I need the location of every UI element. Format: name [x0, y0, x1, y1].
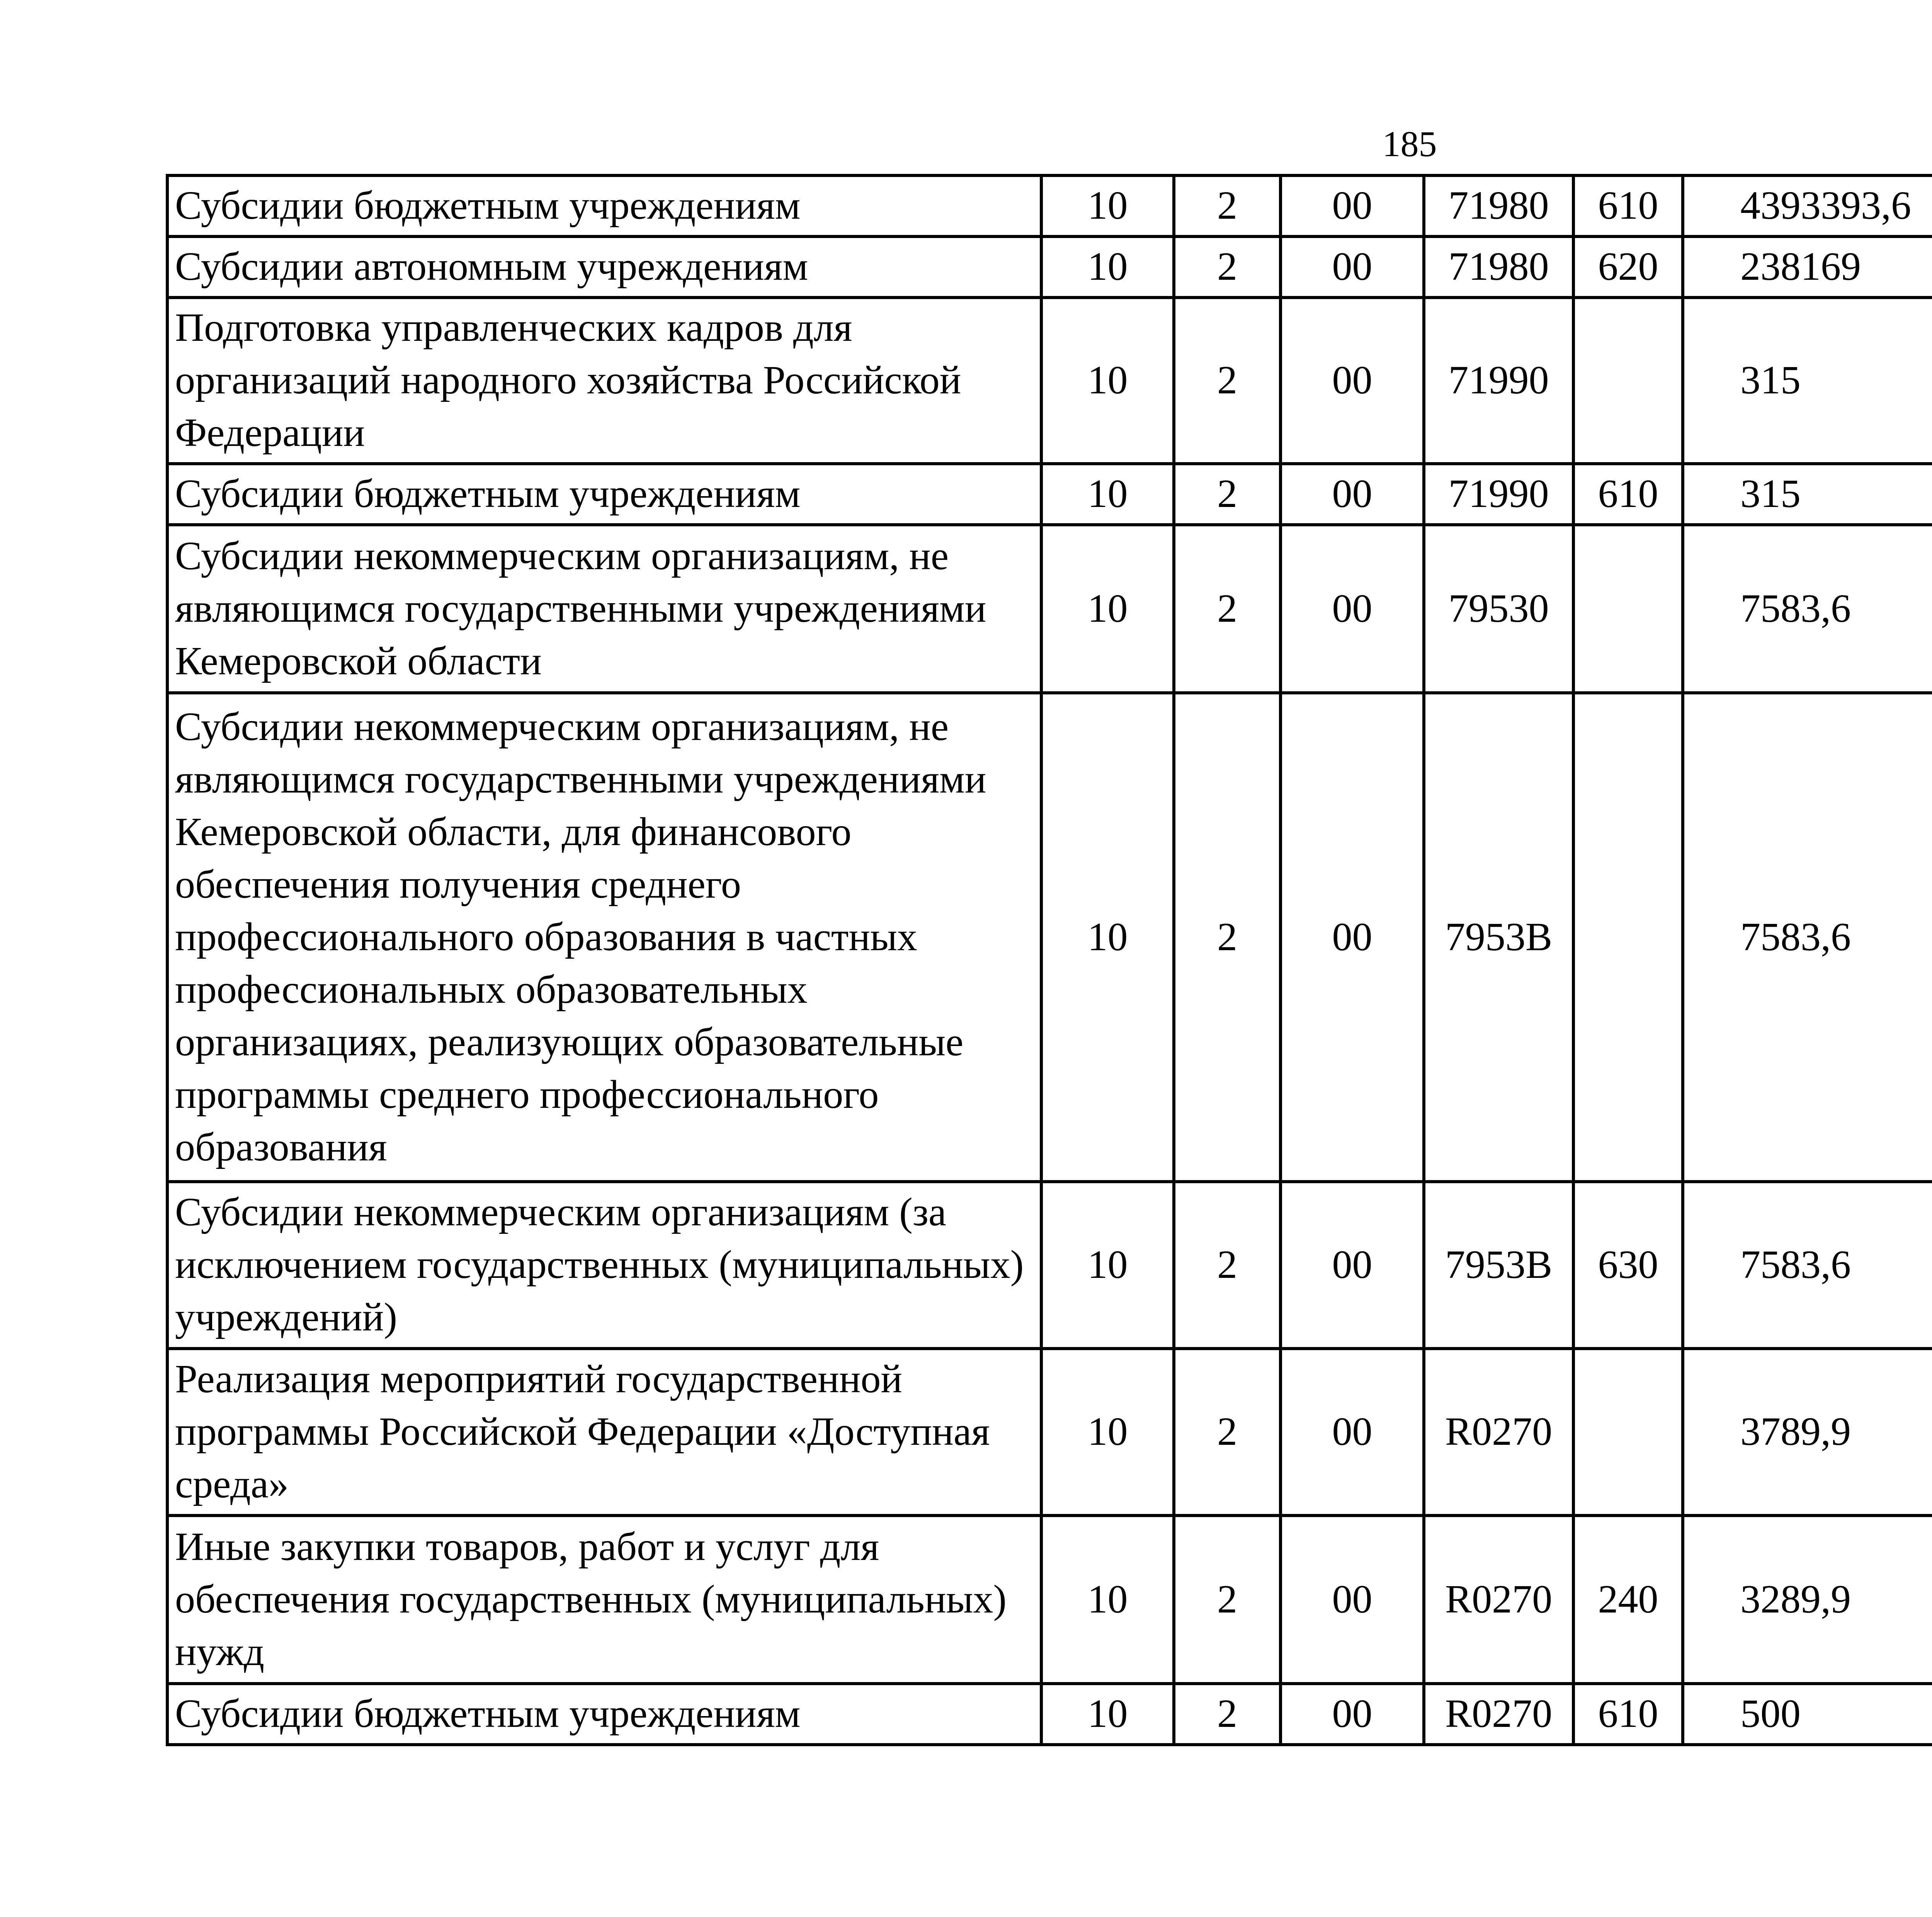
expense-type-code: 620	[1573, 236, 1683, 298]
amount-year-1: 500	[1683, 1684, 1932, 1745]
target-article-code: 79530	[1424, 525, 1573, 693]
table-row	[167, 1349, 1932, 1516]
amount-year-1: 3289,9	[1683, 1516, 1932, 1684]
amount-year-1: 4393393,6	[1683, 175, 1932, 236]
section-code: 10	[1041, 693, 1174, 1182]
expense-type-code: 630	[1573, 1182, 1683, 1349]
amount-year-1: 315	[1683, 464, 1932, 525]
target-article-code: 7953B	[1424, 1182, 1573, 1349]
program-code: 00	[1281, 236, 1424, 298]
row-description: Субсидии бюджетным учреждениям	[167, 175, 1041, 236]
program-code: 00	[1281, 464, 1424, 525]
row-description: Субсидии некоммерческим организациям, не являющимся государственными учреждениями Кемеровской области	[167, 525, 1041, 693]
section-code: 10	[1041, 464, 1174, 525]
row-description: Реализация мероприятий государственной программы Российской Федерации «Доступная среда»	[167, 1349, 1041, 1516]
amount-year-1: 3789,9	[1683, 1349, 1932, 1516]
section-code: 10	[1041, 1684, 1174, 1745]
table-row	[167, 464, 1932, 525]
row-description: Подготовка управленческих кадров для организаций народного хозяйства Российской Федерации	[167, 298, 1041, 464]
program-code: 00	[1281, 298, 1424, 464]
table-row	[167, 525, 1932, 693]
target-article-code: 71990	[1424, 464, 1573, 525]
section-code: 10	[1041, 1516, 1174, 1684]
subsection-code: 2	[1174, 1182, 1281, 1349]
budget-table	[166, 174, 1932, 1746]
section-code: 10	[1041, 236, 1174, 298]
table-row	[167, 693, 1932, 1182]
row-description: Иные закупки товаров, работ и услуг для обеспечения государственных (муниципальных) нужд	[167, 1516, 1041, 1684]
target-article-code: 71980	[1424, 236, 1573, 298]
subsection-code: 2	[1174, 525, 1281, 693]
subsection-code: 2	[1174, 464, 1281, 525]
amount-year-1: 315	[1683, 298, 1932, 464]
program-code: 00	[1281, 1349, 1424, 1516]
table-row	[167, 236, 1932, 298]
amount-year-1: 238169	[1683, 236, 1932, 298]
page-number: 185	[1382, 124, 1437, 164]
program-code: 00	[1281, 525, 1424, 693]
program-code: 00	[1281, 1684, 1424, 1745]
subsection-code: 2	[1174, 693, 1281, 1182]
table-row	[167, 298, 1932, 464]
expense-type-code	[1573, 1349, 1683, 1516]
row-description: Субсидии автономным учреждениям	[167, 236, 1041, 298]
program-code: 00	[1281, 693, 1424, 1182]
section-code: 10	[1041, 525, 1174, 693]
expense-type-code: 240	[1573, 1516, 1683, 1684]
table-row	[167, 1684, 1932, 1745]
target-article-code: 71980	[1424, 175, 1573, 236]
target-article-code: R0270	[1424, 1684, 1573, 1745]
section-code: 10	[1041, 175, 1174, 236]
section-code: 10	[1041, 298, 1174, 464]
amount-year-1: 7583,6	[1683, 525, 1932, 693]
row-description: Субсидии бюджетным учреждениям	[167, 464, 1041, 525]
expense-type-code	[1573, 525, 1683, 693]
subsection-code: 2	[1174, 1349, 1281, 1516]
target-article-code: R0270	[1424, 1516, 1573, 1684]
table-row	[167, 1516, 1932, 1684]
subsection-code: 2	[1174, 1516, 1281, 1684]
subsection-code: 2	[1174, 175, 1281, 236]
table-row	[167, 175, 1932, 236]
target-article-code: 71990	[1424, 298, 1573, 464]
program-code: 00	[1281, 1182, 1424, 1349]
subsection-code: 2	[1174, 1684, 1281, 1745]
expense-type-code: 610	[1573, 464, 1683, 525]
expense-type-code: 610	[1573, 1684, 1683, 1745]
row-description: Субсидии некоммерческим организациям (за исключением государственных (муниципальных) учреждений)	[167, 1182, 1041, 1349]
subsection-code: 2	[1174, 298, 1281, 464]
section-code: 10	[1041, 1182, 1174, 1349]
section-code: 10	[1041, 1349, 1174, 1516]
amount-year-1: 7583,6	[1683, 1182, 1932, 1349]
expense-type-code: 610	[1573, 175, 1683, 236]
program-code: 00	[1281, 175, 1424, 236]
row-description: Субсидии некоммерческим организациям, не являющимся государственными учреждениями Кемеровской области, для финансового обеспечения получения среднего профессионального образования в частных профессиональных образовательных организациях, реализующих образовательные программы среднего профессионального образования	[167, 693, 1041, 1182]
row-description: Субсидии бюджетным учреждениям	[167, 1684, 1041, 1745]
expense-type-code	[1573, 693, 1683, 1182]
target-article-code: R0270	[1424, 1349, 1573, 1516]
table-row	[167, 1182, 1932, 1349]
expense-type-code	[1573, 298, 1683, 464]
amount-year-1: 7583,6	[1683, 693, 1932, 1182]
subsection-code: 2	[1174, 236, 1281, 298]
target-article-code: 7953B	[1424, 693, 1573, 1182]
program-code: 00	[1281, 1516, 1424, 1684]
